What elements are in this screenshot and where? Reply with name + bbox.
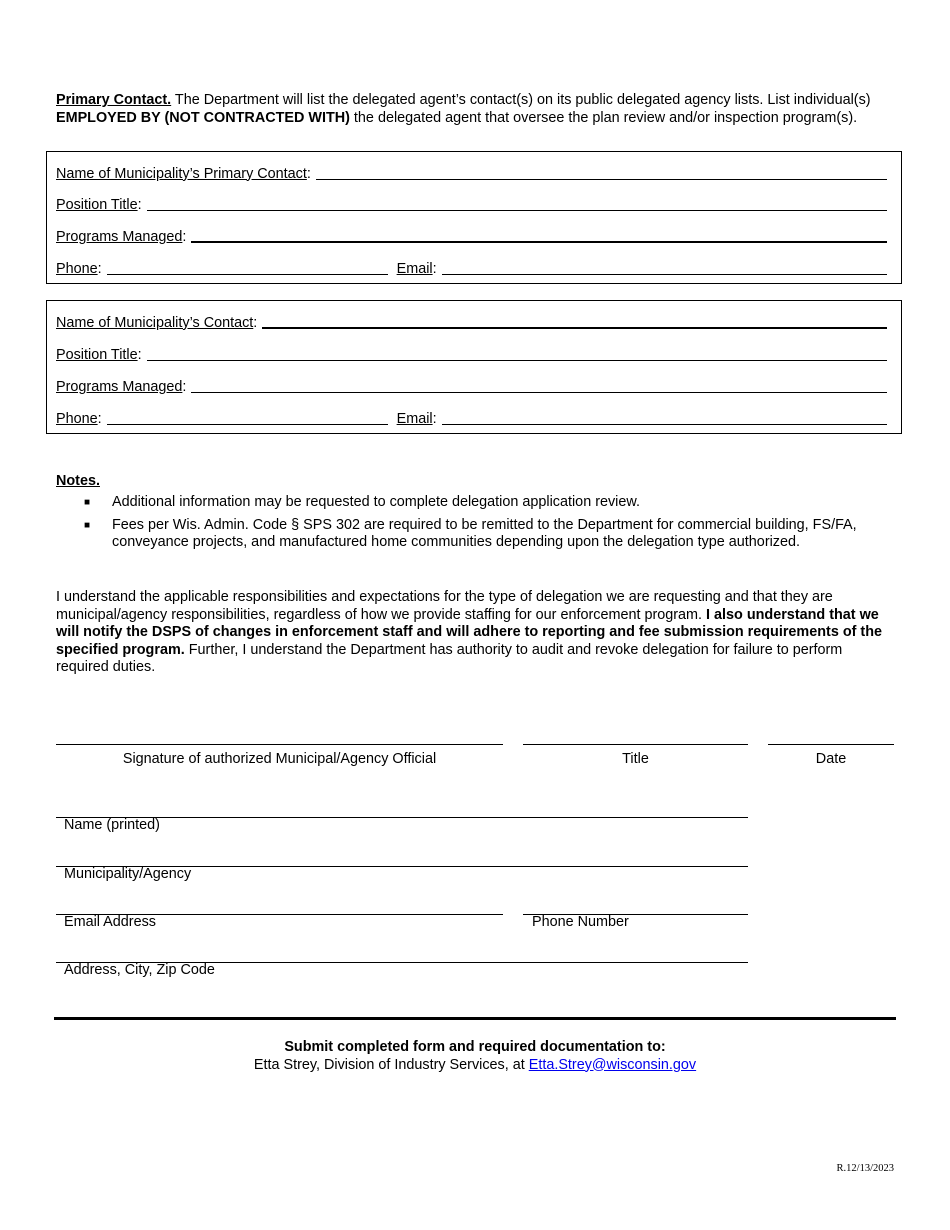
date-caption: Date xyxy=(815,751,847,767)
submit-line: Etta Strey, Division of Industry Services, at Etta.Strey@wisconsin.gov xyxy=(253,1056,697,1073)
intro-emphasis: EMPLOYED BY (NOT CONTRACTED WITH) xyxy=(56,109,350,126)
secondary-programs-label: Programs Managed xyxy=(56,378,183,395)
secondary-email-field[interactable] xyxy=(442,424,887,425)
title-line[interactable] xyxy=(523,744,748,745)
intro-text-2: the delegated agent that oversee the plan review and/or inspection program(s). xyxy=(349,109,858,126)
bullet-icon: ■ xyxy=(84,497,91,508)
primary-position-field[interactable] xyxy=(147,210,887,211)
secondary-name-label: Name of Municipality’s Contact xyxy=(56,314,254,331)
primary-name-row: Name of Municipality’s Primary Contact : xyxy=(56,165,887,183)
submit-block xyxy=(0,1039,950,1074)
secondary-position-label: Position Title xyxy=(56,346,138,363)
email-address-caption: Email Address xyxy=(64,914,156,930)
primary-programs-field[interactable] xyxy=(191,241,887,243)
statement-paragraph: I understand the applicable responsibilities and expectations for the type of delegation we are requesting and that they are municipal/agency responsibilities, regardless of how we provide staffing for our enforcement program. I also understand that we will notify the DSPS of changes in enforcement staff and will adhere to reporting and fee submission requirements of the specified program. Further, I understand the Department has authority to audit and revoke delegation for failure to perform required duties. xyxy=(56,589,882,675)
primary-contact-box xyxy=(46,151,902,284)
secondary-position-row: Position Title : xyxy=(56,346,887,364)
intro-text-1: The Department will list the delegated agent’s contact(s) on its public delegated agency lists. List individual(s) xyxy=(171,92,871,108)
primary-position-row: Position Title : xyxy=(56,196,887,214)
list-item: ■ Fees per Wis. Admin. Code § SPS 302 are required to be remitted to the Department for commercial building, FS/FA, conveyance projects, and manufactured home communities depending upon the delegation type authorized. xyxy=(84,516,857,550)
list-item: ■ Additional information may be requested to complete delegation application review. xyxy=(84,494,640,510)
primary-programs-row: Programs Managed : xyxy=(56,228,887,246)
primary-name-field[interactable] xyxy=(316,179,887,180)
primary-phone-label: Phone xyxy=(56,260,98,277)
submit-heading: Submit completed form and required documentation to: xyxy=(284,1039,666,1055)
secondary-programs-field[interactable] xyxy=(191,392,887,393)
secondary-phone-label: Phone xyxy=(56,410,98,427)
municipality-caption: Municipality/Agency xyxy=(64,866,192,882)
title-caption: Title xyxy=(622,751,649,767)
secondary-phone-field[interactable] xyxy=(107,424,388,425)
primary-phone-email-row: Phone : Email : xyxy=(56,260,887,278)
address-caption: Address, City, Zip Code xyxy=(64,962,215,978)
notes-list xyxy=(56,494,886,557)
primary-name-label: Name of Municipality’s Primary Contact xyxy=(56,165,307,182)
date-line[interactable] xyxy=(768,744,894,745)
secondary-email-label: Email xyxy=(396,410,433,427)
submit-email-link[interactable]: Etta.Strey@wisconsin.gov xyxy=(528,1056,697,1073)
primary-phone-field[interactable] xyxy=(107,274,388,275)
revision-date: R.12/13/2023 xyxy=(836,1163,894,1174)
signature-caption: Signature of authorized Municipal/Agency Official xyxy=(122,751,437,767)
intro-heading: Primary Contact. xyxy=(56,92,172,108)
bullet-icon: ■ xyxy=(84,519,91,531)
secondary-name-field[interactable] xyxy=(262,327,887,329)
secondary-name-row: Name of Municipality’s Contact : xyxy=(56,314,887,332)
intro-paragraph xyxy=(56,92,898,127)
secondary-position-field[interactable] xyxy=(147,360,887,361)
primary-position-label: Position Title xyxy=(56,196,138,213)
section-divider xyxy=(54,1017,896,1020)
phone-number-caption: Phone Number xyxy=(532,914,629,930)
primary-programs-label: Programs Managed xyxy=(56,228,183,245)
notes-title: Notes. xyxy=(56,473,100,489)
primary-email-label: Email xyxy=(396,260,433,277)
secondary-contact-box xyxy=(46,300,902,434)
signature-line[interactable] xyxy=(56,744,503,745)
primary-email-field[interactable] xyxy=(442,274,887,275)
secondary-phone-email-row: Phone : Email : xyxy=(56,410,887,428)
secondary-programs-row: Programs Managed : xyxy=(56,378,887,396)
name-printed-caption: Name (printed) xyxy=(64,817,160,833)
